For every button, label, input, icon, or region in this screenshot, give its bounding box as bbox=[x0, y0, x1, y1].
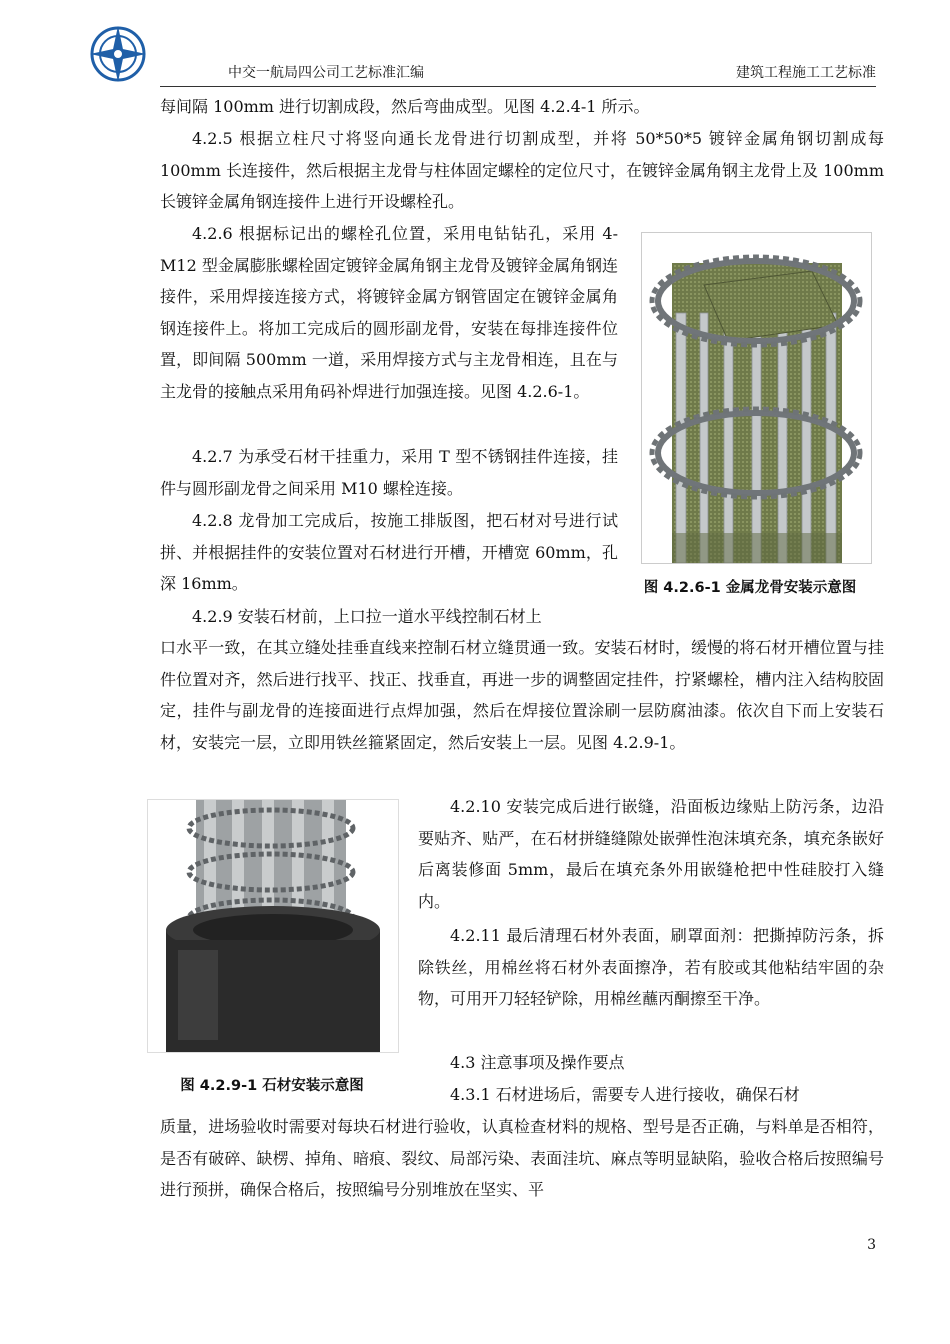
paragraph-4-2-6: 4.2.6 根据标记出的螺栓孔位置，采用电钻钻孔，采用 4-M12 型金属膨胀螺栓固定镀锌金属角钢主龙骨及镀锌金属角钢连接件，采用焊接连接方式，将镀锌金属方钢管固定在镀锌金属角钢连接件上。将加工完成后的圆形副龙骨，安装在每排连接件位置，即间隔 500mm 一道，采用焊接方式与主龙骨相连，且在与主龙骨的接触点采用角码补焊进行加强连接。见图 4.2.6-1。 bbox=[160, 224, 618, 401]
paragraph-4-3-1: 质量，进场验收时需要对每块石材进行验收，认真检查材料的规格、型号是否正确，与料单是否相符，是否有破碎、缺楞、掉角、暗痕、裂纹、局部污染、表面洼坑、麻点等明显缺陷，验收合格后按照编号进行预拼，确保合格后，按照编号分别堆放在坚实、平 bbox=[160, 1117, 884, 1199]
paragraph-4-2-7: 4.2.7 为承受石材干挂重力，采用 T 型不锈钢挂件连接，挂件与圆形副龙骨之间采用 M10 螺栓连接。 bbox=[160, 447, 618, 498]
paragraph-4-2-8: 4.2.8 龙骨加工完成后，按施工排版图，把石材对号进行试拼、并根据挂件的安装位置对石材进行开槽，开槽宽 60mm，孔深 16mm。 bbox=[160, 511, 618, 593]
header-left-title: 中交一航局四公司工艺标准汇编 bbox=[228, 65, 424, 81]
header-right-title: 建筑工程施工工艺标准 bbox=[736, 65, 876, 81]
figure-caption-4-2-9-1: 图 4.2.9-1 石材安装示意图 bbox=[180, 1078, 364, 1094]
paragraph-4-2-9: 口水平一致，在其立缝处挂垂直线来控制石材立缝贯通一致。安装石材时，缓慢的将石材开槽位置与挂件位置对齐，然后进行找平、找正、找垂直，再进一步的调整固定挂件，拧紧螺栓，槽内注入结构胶固定，挂件与副龙骨的连接面进行点焊加强，然后在焊接位置涂刷一层防腐油漆。依次自下而上安装石材，安装完一层，立即用铁丝箍紧固定，然后安装上一层。见图 4.2.9-1。 bbox=[160, 638, 884, 752]
figure-stone-installation bbox=[147, 799, 399, 1053]
metal-frame-illustration bbox=[642, 233, 871, 563]
header-rule bbox=[160, 86, 876, 87]
paragraph-cont: 每间隔 100mm 进行切割成段，然后弯曲成型。见图 4.2.4-1 所示。 bbox=[160, 97, 650, 116]
paragraph-4-2-9-start: 4.2.9 安装石材前，上口拉一道水平线控制石材上 bbox=[192, 607, 542, 626]
paragraph-4-2-10: 4.2.10 安装完成后进行嵌缝，沿面板边缘贴上防污条，边沿要贴齐、贴严，在石材拼缝缝隙处嵌弹性泡沫填充条，填充条嵌好后离装修面 5mm，最后在填充条外用嵌缝枪把中性硅胶打入缝内。 bbox=[418, 797, 884, 911]
paragraph-4-2-5: 4.2.5 根据立柱尺寸将竖向通长龙骨进行切割成型，并将 50*50*5 镀锌金属角钢切割成每 100mm 长连接件，然后根据主龙骨与柱体固定螺栓的定位尺寸，在镀锌金属角钢主龙骨上及 100mm 长镀锌金属角钢连接件上进行开设螺栓孔。 bbox=[160, 129, 884, 211]
page-number: 3 bbox=[867, 1237, 876, 1253]
figure-caption-4-2-6-1: 图 4.2.6-1 金属龙骨安装示意图 bbox=[643, 580, 857, 596]
paragraph-4-2-11: 4.2.11 最后清理石材外表面，刷罩面剂：把撕掉防污条，拆除铁丝，用棉丝将石材外表面擦净，若有胶或其他粘结牢固的杂物，可用开刀轻轻铲除，用棉丝蘸丙酮擦至干净。 bbox=[418, 926, 884, 1008]
figure-metal-frame bbox=[641, 232, 872, 564]
stone-installation-illustration bbox=[148, 800, 398, 1052]
section-heading-4-3: 4.3 注意事项及操作要点 bbox=[450, 1053, 625, 1072]
paragraph-4-3-1-start: 4.3.1 石材进场后，需要专人进行接收，确保石材 bbox=[450, 1085, 800, 1104]
company-logo-icon bbox=[86, 22, 150, 86]
